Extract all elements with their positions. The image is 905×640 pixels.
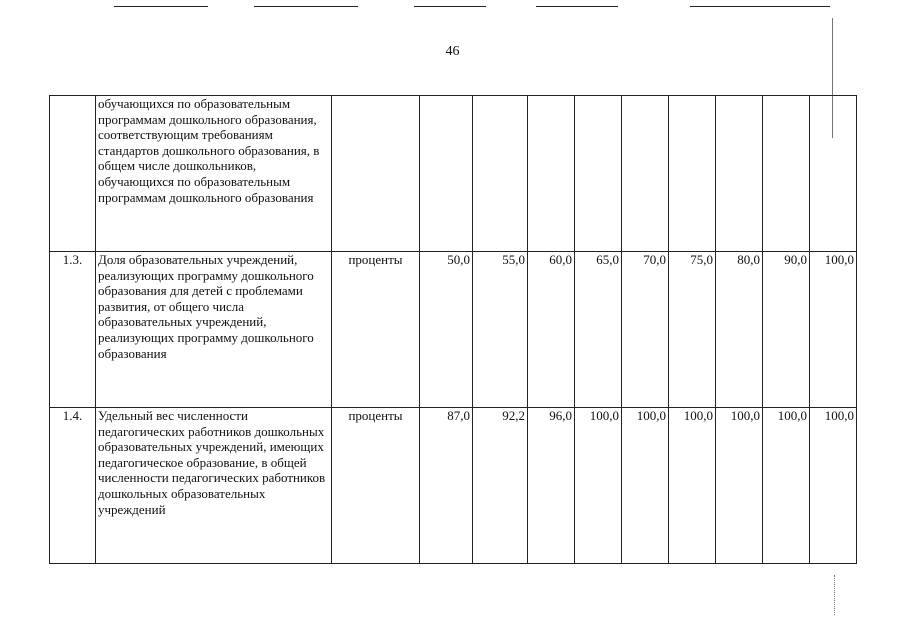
table-row bbox=[50, 96, 857, 252]
unit-cell bbox=[332, 96, 420, 252]
value-cell bbox=[575, 96, 622, 252]
value-cell bbox=[716, 96, 763, 252]
value-cell bbox=[473, 96, 528, 252]
indicator-description: Доля образовательных учреждений, реализующих программу дошкольного образования для детей с проблемами развития, от общего числа образовательных учреждений, реализующих программу дошкольного образования bbox=[96, 252, 332, 408]
unit-cell: проценты bbox=[332, 252, 420, 408]
row-number: 1.3. bbox=[50, 252, 96, 408]
table-row bbox=[50, 408, 857, 564]
value-cell: 87,0 bbox=[420, 408, 473, 564]
value-cell: 100,0 bbox=[669, 408, 716, 564]
top-rule bbox=[254, 6, 358, 7]
value-cell bbox=[669, 96, 716, 252]
top-rule bbox=[114, 6, 208, 7]
value-cell: 100,0 bbox=[622, 408, 669, 564]
top-rule bbox=[690, 6, 830, 7]
value-cell: 100,0 bbox=[716, 408, 763, 564]
value-cell: 75,0 bbox=[669, 252, 716, 408]
value-cell: 80,0 bbox=[716, 252, 763, 408]
table-row bbox=[50, 252, 857, 408]
page-number: 46 bbox=[445, 44, 460, 59]
value-cell: 100,0 bbox=[810, 252, 857, 408]
top-rule bbox=[536, 6, 618, 7]
value-cell bbox=[763, 96, 810, 252]
value-cell: 100,0 bbox=[810, 408, 857, 564]
value-cell: 55,0 bbox=[473, 252, 528, 408]
indicator-description: Удельный вес численности педагогических работников дошкольных образовательных учреждений, имеющих педагогическое образование, в общей численности педагогических работников дошкольных образовательных учреждений bbox=[96, 408, 332, 564]
value-cell: 65,0 bbox=[575, 252, 622, 408]
value-cell: 70,0 bbox=[622, 252, 669, 408]
indicator-description: обучающихся по образовательным программам дошкольного образования, соответствующим требованиям стандартов дошкольного образования, в общем числе дошкольников, обучающихся по образовательным программам дошкольного образования bbox=[96, 96, 332, 252]
value-cell: 92,2 bbox=[473, 408, 528, 564]
value-cell bbox=[420, 96, 473, 252]
unit-cell: проценты bbox=[332, 408, 420, 564]
value-cell bbox=[810, 96, 857, 252]
value-cell: 100,0 bbox=[575, 408, 622, 564]
row-number: 1.4. bbox=[50, 408, 96, 564]
top-rule bbox=[414, 6, 486, 7]
value-cell: 60,0 bbox=[528, 252, 575, 408]
value-cell: 100,0 bbox=[763, 408, 810, 564]
value-cell bbox=[622, 96, 669, 252]
value-cell: 50,0 bbox=[420, 252, 473, 408]
value-cell: 96,0 bbox=[528, 408, 575, 564]
value-cell: 90,0 bbox=[763, 252, 810, 408]
value-cell bbox=[528, 96, 575, 252]
scan-margin-line bbox=[834, 575, 835, 615]
indicator-table bbox=[49, 95, 857, 564]
row-number bbox=[50, 96, 96, 252]
